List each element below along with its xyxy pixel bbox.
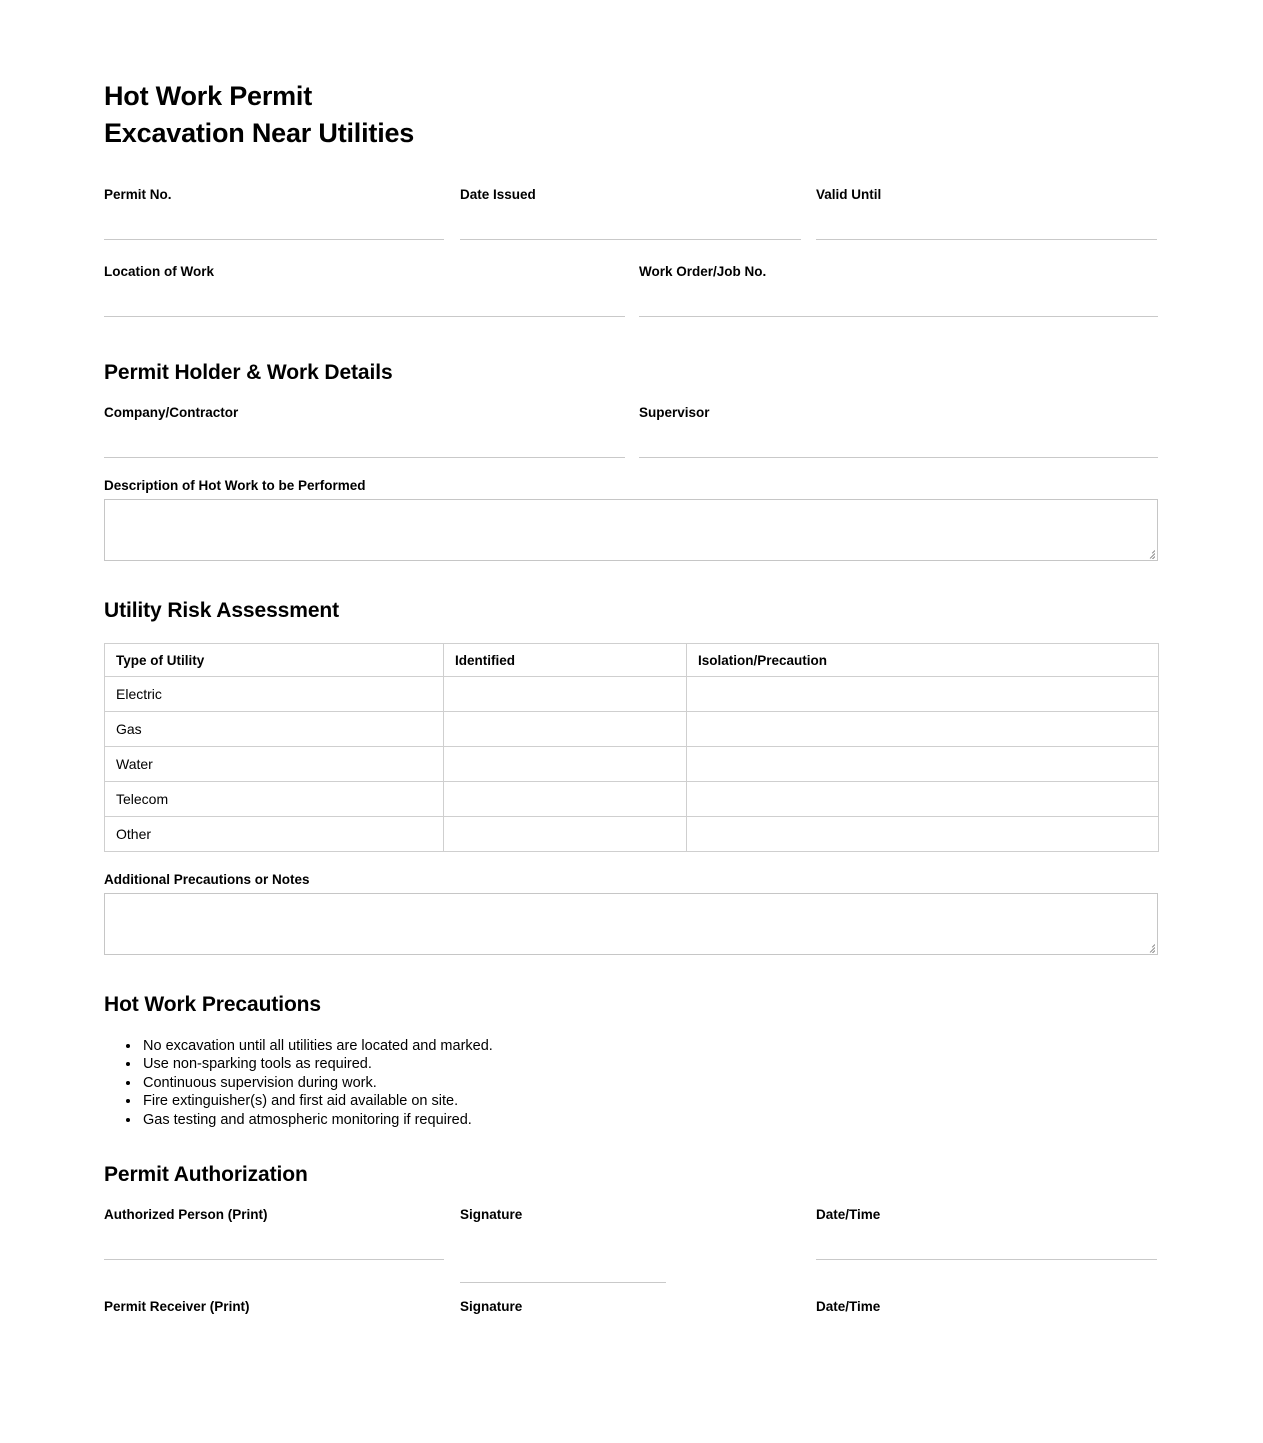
field-label-additional-precautions: Additional Precautions or Notes [104, 872, 310, 888]
cell-isolation[interactable] [687, 817, 1159, 852]
section-heading-permit-authorization: Permit Authorization [104, 1163, 308, 1187]
list-item: • No excavation until all utilities are located and marked. [141, 1037, 1158, 1055]
permit-identification-row [104, 187, 1158, 240]
spacer [104, 955, 1158, 993]
cell-isolation[interactable] [687, 747, 1159, 782]
page-title-line-2: Excavation Near Utilities [104, 118, 415, 149]
field-input-authorized-datetime[interactable] [816, 1259, 1157, 1260]
field-input-valid-until[interactable] [816, 239, 1157, 240]
field-input-date-issued[interactable] [460, 239, 801, 240]
table-row [105, 747, 1159, 782]
cell-utility-type: Water [105, 747, 444, 782]
field-label-authorized-signature: Signature [460, 1207, 523, 1223]
permit-holder-row [104, 405, 1158, 458]
spacer [104, 1129, 1158, 1163]
utility-risk-table [104, 643, 1159, 852]
field-input-supervisor[interactable] [639, 457, 1158, 458]
field-label-location-of-work: Location of Work [104, 263, 214, 279]
field-label-receiver-datetime: Date/Time [816, 1299, 881, 1315]
field-input-company-contractor[interactable] [104, 457, 625, 458]
cell-identified[interactable] [444, 782, 687, 817]
work-location-row [104, 264, 1158, 317]
field-label-valid-until: Valid Until [816, 186, 882, 202]
resize-grip-icon[interactable] [1142, 940, 1155, 953]
field-valid-until [816, 187, 1158, 240]
list-item: • Continuous supervision during work. [141, 1074, 1158, 1092]
field-input-hot-work-description[interactable] [104, 499, 1158, 561]
section-heading-hot-work-precautions: Hot Work Precautions [104, 993, 321, 1017]
spacer [104, 317, 1158, 361]
table-row [105, 782, 1159, 817]
table-row [105, 712, 1159, 747]
field-authorized-datetime [816, 1207, 1158, 1283]
field-input-additional-precautions[interactable] [104, 893, 1158, 955]
section-heading-permit-holder: Permit Holder & Work Details [104, 360, 393, 384]
field-location-of-work [104, 264, 639, 317]
list-item: • Fire extinguisher(s) and first aid available on site. [141, 1092, 1158, 1110]
field-authorized-signature [460, 1207, 816, 1283]
list-item: • Gas testing and atmospheric monitoring if required. [141, 1111, 1158, 1129]
field-label-permit-no: Permit No. [104, 186, 172, 202]
field-input-location-of-work[interactable] [104, 316, 625, 317]
page-title-line-1: Hot Work Permit [104, 81, 313, 111]
field-permit-receiver [104, 1299, 460, 1315]
field-label-authorized-datetime: Date/Time [816, 1207, 881, 1223]
field-authorized-person [104, 1207, 460, 1283]
field-date-issued [460, 187, 816, 240]
cell-utility-type: Electric [105, 677, 444, 712]
table-header-row [105, 644, 1159, 677]
spacer [104, 1283, 1158, 1299]
cell-utility-type: Telecom [105, 782, 444, 817]
cell-utility-type: Gas [105, 712, 444, 747]
cell-utility-type: Other [105, 817, 444, 852]
cell-isolation[interactable] [687, 782, 1159, 817]
field-label-work-order-no: Work Order/Job No. [639, 263, 767, 279]
permit-receiver-row [104, 1299, 1158, 1315]
column-header-identified: Identified [444, 644, 687, 677]
field-label-permit-receiver: Permit Receiver (Print) [104, 1299, 250, 1315]
cell-identified[interactable] [444, 677, 687, 712]
field-permit-no [104, 187, 460, 240]
spacer [104, 561, 1158, 599]
field-receiver-signature [460, 1299, 816, 1315]
field-label-company-contractor: Company/Contractor [104, 404, 239, 420]
table-head [105, 644, 1159, 677]
table-body [105, 677, 1159, 852]
field-input-authorized-person[interactable] [104, 1259, 444, 1260]
authorized-person-row [104, 1207, 1158, 1283]
field-label-hot-work-description: Description of Hot Work to be Performed [104, 478, 366, 494]
field-input-authorized-signature[interactable] [460, 1282, 666, 1283]
table-row [105, 817, 1159, 852]
field-input-permit-no[interactable] [104, 239, 444, 240]
cell-isolation[interactable] [687, 712, 1159, 747]
field-label-authorized-person: Authorized Person (Print) [104, 1207, 268, 1223]
table-row [105, 677, 1159, 712]
cell-identified[interactable] [444, 712, 687, 747]
field-supervisor [639, 405, 1158, 458]
page-title [104, 78, 1158, 153]
field-label-receiver-signature: Signature [460, 1299, 523, 1315]
hot-work-precautions-list [104, 1037, 1158, 1129]
resize-grip-icon[interactable] [1142, 546, 1155, 559]
cell-identified[interactable] [444, 817, 687, 852]
cell-identified[interactable] [444, 747, 687, 782]
field-work-order-no [639, 264, 1158, 317]
section-heading-utility-risk: Utility Risk Assessment [104, 599, 340, 623]
field-input-work-order-no[interactable] [639, 316, 1158, 317]
field-label-date-issued: Date Issued [460, 186, 536, 202]
field-receiver-datetime [816, 1299, 1158, 1315]
column-header-isolation-precaution: Isolation/Precaution [687, 644, 1159, 677]
cell-isolation[interactable] [687, 677, 1159, 712]
field-company-contractor [104, 405, 639, 458]
field-label-supervisor: Supervisor [639, 404, 710, 420]
column-header-type-of-utility: Type of Utility [105, 644, 444, 677]
list-item: • Use non-sparking tools as required. [141, 1055, 1158, 1073]
